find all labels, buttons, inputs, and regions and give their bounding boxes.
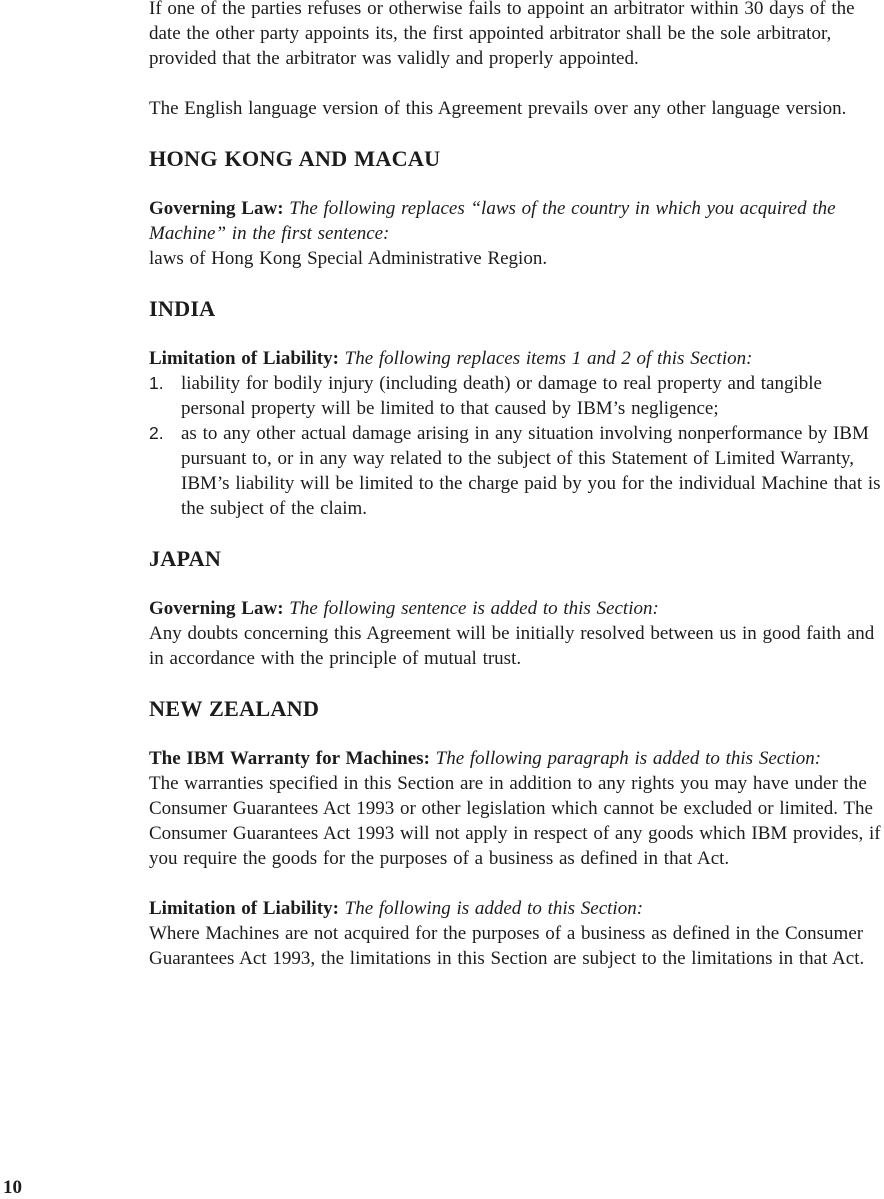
heading-text: NEW ZEALAND: [149, 696, 320, 721]
page-number: 10: [3, 1177, 22, 1198]
italic-instruction: The following replaces items 1 and 2 of this Section:: [344, 348, 753, 369]
paragraph-india-liability: [149, 346, 884, 371]
italic-instruction: The following replaces “laws of the country in which you acquired the Machine” in the first sentence:: [149, 198, 836, 244]
bold-lead-ibm-warranty-for-machines: The IBM Warranty for Machines:: [149, 748, 430, 769]
bold-lead-governing-law: Governing Law:: [149, 598, 284, 619]
bold-lead-limitation-of-liability: Limitation of Liability:: [149, 348, 339, 369]
italic-instruction: The following paragraph is added to this Section:: [435, 748, 822, 769]
paragraph-nz-warranty: [149, 746, 884, 871]
heading-text: INDIA: [149, 296, 216, 321]
paragraph-text: The English language version of this Agreement prevails over any other language version.: [149, 98, 847, 119]
list-item-marker: 1.: [149, 373, 164, 393]
paragraph-english-version: [149, 96, 884, 121]
heading-new-zealand: [149, 696, 884, 721]
heading-hong-kong-and-macau: [149, 146, 884, 171]
paragraph-arbitrator: [149, 0, 884, 71]
list-item-text: liability for bodily injury (including death) or damage to real property and tangible personal property will be limited to that caused by IBM’s negligence;: [181, 373, 822, 419]
heading-text: JAPAN: [149, 546, 222, 571]
paragraph-text: If one of the parties refuses or otherwise fails to appoint an arbitrator within 30 days of the date the other party appoints its, the first appointed arbitrator shall be the sole arbitrator, provided that the arbitrator was validly and properly appointed.: [149, 0, 855, 69]
italic-instruction: The following sentence is added to this Section:: [289, 598, 659, 619]
bold-lead-limitation-of-liability: Limitation of Liability:: [149, 898, 339, 919]
list-item-marker: 2.: [149, 423, 164, 443]
bold-lead-governing-law: Governing Law:: [149, 198, 284, 219]
list-item: [149, 371, 884, 421]
paragraph-nz-liability: [149, 896, 884, 971]
paragraph-japan-governing-law: [149, 596, 884, 671]
india-ordered-list: [149, 371, 884, 521]
paragraph-text: laws of Hong Kong Special Administrative Region.: [149, 248, 548, 269]
heading-japan: [149, 546, 884, 571]
italic-instruction: The following is added to this Section:: [344, 898, 644, 919]
page-content: [149, 0, 884, 996]
list-item-text: as to any other actual damage arising in any situation involving nonperformance by IBM pursuant to, or in any way related to the subject of this Statement of Limited Warranty, IBM’s liability will be limited to the charge paid by you for the individual Machine that is the subject of the claim.: [181, 423, 881, 519]
heading-text: HONG KONG AND MACAU: [149, 146, 441, 171]
paragraph-hk-governing-law: [149, 196, 884, 271]
paragraph-text: The warranties specified in this Section are in addition to any rights you may have under the Consumer Guarantees Act 1993 or other legislation which cannot be excluded or limited. The Consumer Guarantees Act 1993 will not apply in respect of any goods which IBM provides, if you require the goods for the purposes of a business as defined in that Act.: [149, 773, 881, 869]
paragraph-text: Where Machines are not acquired for the purposes of a business as defined in the Consumer Guarantees Act 1993, the limitations in this Section are subject to the limitations in that Act.: [149, 923, 865, 969]
heading-india: [149, 296, 884, 321]
paragraph-text: Any doubts concerning this Agreement will be initially resolved between us in good faith and in accordance with the principle of mutual trust.: [149, 623, 875, 669]
list-item: [149, 421, 884, 521]
